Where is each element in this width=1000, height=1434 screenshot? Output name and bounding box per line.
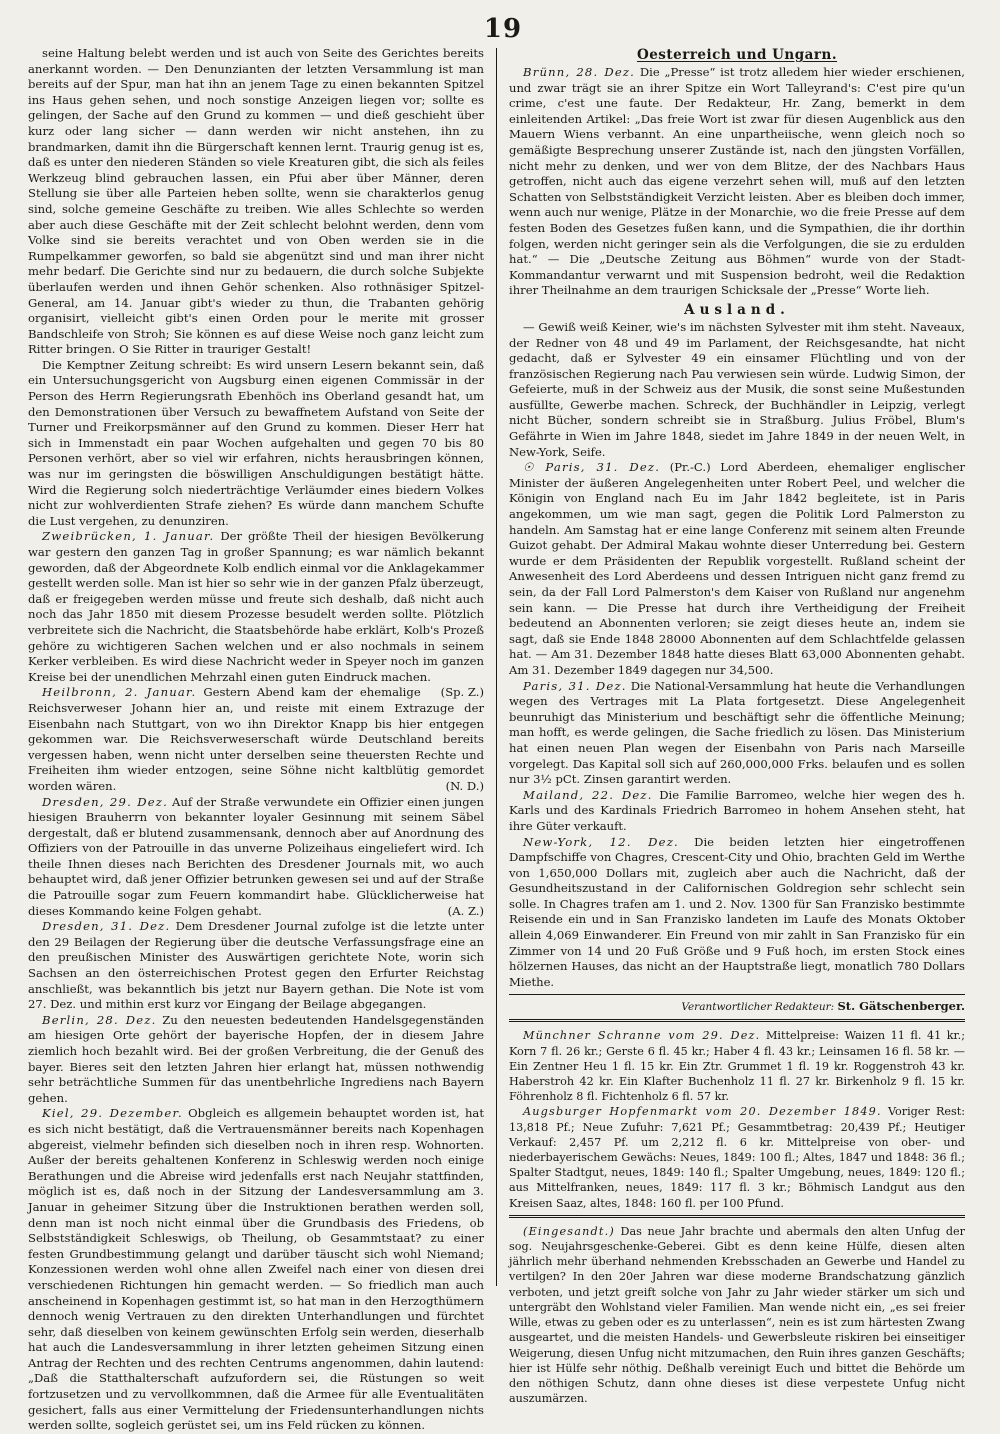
article-paragraph (28, 46, 484, 358)
double-rule-sent (509, 1215, 965, 1218)
rule-before-editor (509, 994, 965, 995)
article-paragraph (509, 1224, 965, 1406)
article-text: Dem Dresdener Journal zufolge ist die letzte unter den 29 Beilagen der Regierung über die deutsche Verfassungsfrage eine an den preußischen Minister des Auswärtigen gerichtete Note, worin sich Sachsen an den österreichischen Protest gegen den Erfurter Reichstag anschließt, was bekanntlich bis jetzt nur Bayern gethan. Die Note ist vom 27. Dez. und mithin erst kurz vor Eingang der Beilage abgegangen. (28, 919, 484, 1012)
article-dateline: Brünn, 28. Dez. (523, 65, 636, 79)
article-dateline: Dresden, 29. Dez. (42, 794, 168, 809)
columns (28, 46, 978, 1433)
article-paragraph (509, 835, 965, 991)
sent-article (509, 1224, 965, 1406)
article-paragraph (28, 795, 484, 920)
article-text: Auf der Straße verwundete ein Offizier einen jungen hiesigen Brauherrn von bekannter loyaler Gesinnung mit seinem Säbel dergestalt, daß er blutend zusammensank, dennoch aber auf Anordnung des Offiziers von der Patrouille in das unverne Polizeihaus eingeliefert wird. Ich theile Ihnen dieses nach Berichten des Dresdener Journals mit, wo auch behauptet wird, daß jener Offizier betrunken gewesen sei und auf der Straße die Patrouille sogar zum Feuern kommandirt habe. Glücklicherweise hat dieses Kommando keine Folgen gehabt. (28, 794, 485, 918)
article-paragraph (509, 1104, 965, 1210)
article-dateline: New-York, 12. Dez. (523, 834, 679, 849)
article-dateline: Paris, 31. Dez. (523, 678, 627, 693)
left-column (28, 46, 496, 1433)
article-text: Mittelpreise: Waizen 11 fl. 41 kr.; Korn 7 fl. 26 kr.; Gerste 6 fl. 45 kr.; Haber 4 fl. 43 kr.; Leinsamen 16 fl. 58 kr. — Ein Zentner Heu 1 fl. 15 kr. Ein Ztr. Grummet 1 fl. 19 kr. Roggenstroh 43 kr. Haberstroh 42 kr. Ein Klafter Buchenholz 11 fl. 27 kr. Birkenholz 9 fl. 15 kr. Föhrenholz 8 fl. Fichtenholz 6 fl. 57 kr. (509, 1029, 965, 1104)
article-paragraph (28, 1106, 484, 1433)
section-heading-foreign: Ausland. (684, 301, 790, 318)
article-dateline: (Eingesandt.) (523, 1224, 615, 1238)
article-paragraph (509, 460, 965, 678)
editor-line (509, 999, 965, 1015)
article-paragraph (509, 320, 965, 460)
article-source: (Sp. Z.) (440, 685, 484, 700)
article-paragraph (28, 358, 484, 530)
double-rule-markets (509, 1019, 965, 1022)
article-text: Die Familie Barromeo, welche hier wegen des h. Karls und des Kardinals Friedrich Barromeo in hohem Ansehen steht, hat ihre Güter verkauft. (509, 787, 966, 833)
article-text: Gestern Abend kam der ehemalige Reichsverweser Johann hier an, und reiste mit einem Extrazuge der Eisenbahn nach Stuttgart, von wo ihn Direktor Knapp bis hier entgegen gekommen war. Die Reichsverweserschaft würde Deutschland bereits vergessen haben, wenn nicht unter derselben seine theuersten Rechte und Freiheiten ihm wieder entzogen, seine Söhne nicht kaltblütig gemordet worden wären. (28, 685, 484, 793)
right-column (497, 46, 966, 1406)
article-text: — Gewiß weiß Keiner, wie's im nächsten Sylvester mit ihm steht. Naveaux, der Redner von 48 und 49 im Parlament, der Reichsgesandte, hat nicht gedacht, daß er Sylvester 49 ein einsamer Flüchtling und von der französischen Regierung nach Pau verwiesen sein würde. Ludwig Simon, der Gefeierte, muß in der Schweiz aus der Musik, die sonst seine Mußestunden ausfüllte, Gewerbe machen. Schreck, der Buchhändler in Leipzig, verlegt nicht Bücher, sondern schreibt sie in Straßburg. Julius Fröbel, Blum's Gefährte in Wien im Jahre 1848, siedet im Jahre 1849 in der neuen Welt, in New-York, Seife. (509, 319, 965, 459)
article-dateline: Dresden, 31. Dez. (42, 919, 171, 934)
article-paragraph (509, 788, 965, 835)
article-text: Die Kemptner Zeitung schreibt: Es wird unsern Lesern bekannt sein, daß ein Untersuchungsgericht von Augsburg einen eigenen Commissär in der Person des Herrn Regierungsrath Ebenhöch ins Oberland gesandt hat, um den Demonstrationen über Versuch zu bewaffnetem Aufstand von Seite der Turner und Freikorpsmänner auf den Grund zu kommen. Dieser Herr hat sich in Immenstadt ein paar Wochen aufgehalten und gegen 70 bis 80 Personen verhört, aber so viel wir erfahren, nichts herausbringen können, was nur im geringsten die böswilligen Anschuldigungen bestätigt hätte. Wird die Regierung solch niederträchtige Verläumder eines biedern Volkes nicht zur wohlverdienten Strafe ziehen? Es würde dann manchem Schufte die Lust vergehen, zu denunziren. (28, 357, 484, 528)
foreign-articles (509, 320, 965, 991)
editor-label: Verantwortlicher Redakteur: (681, 1001, 835, 1014)
article-dateline: Mailand, 22. Dez. (523, 787, 653, 802)
article-source: (A. Z.) (447, 903, 484, 918)
article-dateline: Augsburger Hopfenmarkt vom 20. Dezember 1849. (523, 1105, 882, 1119)
article-paragraph (509, 65, 965, 299)
article-dateline: Münchner Schranne vom 29. Dez. (523, 1029, 761, 1043)
article-dateline: ☉ Paris, 31. Dez. (523, 460, 661, 475)
article-text: (Pr.-C.) Lord Aberdeen, ehemaliger englischer Minister der äußeren Angelegenheiten unter Robert Peel, und welcher die Königin von England nach Eu im Jahr 1842 begleitete, ist in Paris angekommen, um wie man sagt, gegen die Politik Lord Palmerston zu handeln. Am Samstag hat er eine lange Conferenz mit seinem alten Freunde Guizot gehabt. Der Admiral Makau wohnte dieser Unterredung bei. Gestern wurde er dem Präsidenten der Republik vorgestellt. Rußland scheint der Anwesenheit des Lord Aberdeens und dessen Intriguen nicht ganz fremd zu sein, da der Fall Lord Palmerston's dem Kaiser von Rußland nur angenehm sein kann. — Die Presse hat durch ihre Vertheidigung der Freiheit bedeutend an Abonnenten verloren; sie zeigt dieses heute an, indem sie sagt, daß sie Ende 1848 28000 Abonnenten auf dem Schlachtfelde gelassen hat. — Am 31. Dezember 1848 hatte dieses Blatt 63,000 Abonnenten gehabt. Am 31. Dezember 1849 dagegen nur 34,500. (509, 460, 965, 677)
article-paragraph (509, 1028, 965, 1104)
section-heading-austria: Oesterreich und Ungarn. (636, 47, 838, 63)
market-reports (509, 1028, 965, 1210)
article-text: Die National-Versammlung hat heute die Verhandlungen wegen des Vertrages mit La Plata fortgesetzt. Diese Angelegenheit beunruhigt das Ministerium und beschäftigt sehr die öffentliche Meinung; man hofft, es werde gelingen, die Sache friedlich zu lösen. Das Ministerium hat einen neuen Plan wegen der Eisenbahn von Paris nach Marseille vorgelegt. Das Kapital soll sich auf 260,000,000 Frks. belaufen und es sollen nur 3½ pCt. Zinsen garantirt werden. (509, 678, 965, 787)
article-dateline: Kiel, 29. Dezember. (42, 1106, 183, 1121)
article-paragraph (28, 919, 484, 1013)
austria-articles (509, 65, 965, 299)
page-number: 19 (483, 14, 523, 44)
article-dateline: Berlin, 28. Dez. (42, 1012, 157, 1027)
article-text: Obgleich es allgemein behauptet worden ist, hat es sich nicht bestätigt, daß die Vertrauensmänner bereits nach Kopenhagen abgereist, vielmehr befinden sich dieselben noch in ihren resp. Wohnorten. Außer der bereits gehaltenen Konferenz in Schleswig werden noch einige Berathungen und die Abreise wird jedenfalls erst nach Neujahr stattfinden, möglich ist es, daß noch in der Sitzung der Landesversammlung am 3. Januar in geheimer Sitzung über die Instruktionen berathen werden soll, denn man ist noch nicht einmal über die Grundbasis des Friedens, ob Selbstständigkeit Schleswigs, ob Theilung, ob Gesammtstaat? zu einer festen Grundbestimmung gelangt und darüber täuscht sich wohl Niemand; Konzessionen werden wohl ohne allen Zweifel nach einer von diesen drei verschiedenen Richtungen hin gemacht werden. — So friedlich man auch anscheinend in Kopenhagen gestimmt ist, so hat man in den Herzogthümern dennoch wenig Vertrauen zu den direkten Unterhandlungen und fürchtet sehr, daß dieselben von keinem gewünschten Erfolg sein werden, dieserhalb hat auch die Landesversammlung in ihrer letzten geheimen Sitzung einen Antrag der Rechten und des rechten Centrums angenommen, dahin lautend: „Daß die Statthalterschaft aufzufordern sei, die Rüstungen so weit fortzusetzen und zu vervollkommnen, daß die Armee für alle Eventualitäten gesichert, falls aus einer Vermittelung der Friedensunterhandlungen nichts werden sollte, sogleich gerüstet sei, um ins Feld rücken zu können. (28, 1106, 484, 1433)
article-text: Der größte Theil der hiesigen Bevölkerung war gestern den ganzen Tag in großer Spannung; es war nämlich bekannt geworden, daß der Abgeordnete Kolb endlich einmal vor die Anklagekammer gestellt werden solle. Man ist hier so sehr wie in der ganzen Pfalz überzeugt, daß er freigegeben werden müsse und freute sich deshalb, daß nicht auch noch das Jahr 1850 mit diesem Prozesse besudelt werden sollte. Plötzlich verbreitete sich die Nachricht, die Staatsbehörde habe erklärt, Kolb's Prozeß gehöre zu wichtigeren Sachen welchen und er also nochmals in seinem Kerker verbleiben. Es wird diese Nachricht weder in Speyer noch im ganzen Kreise bei der unendlichen Mehrzahl einen guten Eindruck machen. (28, 529, 485, 684)
article-text: Zu den neuesten bedeutenden Handelsgegenständen am hiesigen Orte gehört der bayerische Hopfen, der in diesem Jahre ziemlich hoch bezahlt wird. Bei der großen Verbreitung, die der Genuß des bayer. Bieres seit den letzten Jahren hier erlangt hat, müssen nothwendig sehr beträchtliche Summen für das unentbehrliche Ingrediens nach Bayern gehen. (28, 1012, 485, 1105)
article-dateline: Heilbronn, 2. Januar. (42, 685, 197, 700)
article-paragraph (509, 679, 965, 788)
article-paragraph (28, 685, 484, 794)
article-text: seine Haltung belebt werden und ist auch von Seite des Gerichtes bereits anerkannt worden. — Den Denunzianten der letzten Versammlung ist man bereits auf der Spur, man hat ihn an jenem Tage zu einen bekannten Spitzel ins Haus gehen sehen, und noch sonstige Anzeigen liegen vor; sollte es gelingen, der Sache auf den Grund zu kommen — und dieß geschieht über kurz oder lang sicher — dann werden wir nicht anstehen, ihn zu brandmarken, damit ihn die Bürgerschaft kennen lernt. Traurig genug ist es, daß es unter den niederen Ständen so viele Kreaturen gibt, die sich als feiles Werkzeug blind gebrauchen lassen, ein Pfui aber über Männer, deren Stellung sie über alle Parteien heben sollte, wenn sie charakterlos genug sind, solche gemeine Geschäfte zu treiben. Wie alles Schlechte so werden aber auch diese Geschäfte mit der Zeit schlecht belohnt werden, denn vom Volke sind sie bereits verachtet und von Oben werden sie in die Rumpelkammer geworfen, so bald sie abgenützt sind und man ihrer nicht mehr bedarf. Die Gerichte sind nur zu bedauern, die durch solche Subjekte überlaufen werden und ihnen Gehör schenken. Also rothnäsiger Spitzel-General, am 14. Januar gibt's wieder zu thun, die Trabanten gehörig organisirt, vielleicht gibt's einen Orden pour le merite mit grosser Bandschleife von Stroh; Sie können es auf diese Weise noch ganz leicht zum Ritter bringen. O Sie Ritter in trauriger Gestalt! (28, 46, 484, 357)
article-text: Die „Presse“ ist trotz alledem hier wieder erschienen, und zwar trägt sie an ihrer Spitze ein Wort Talleyrand's: C'est pire qu'un crime, c'est une faute. Der Redakteur, Hr. Zang, bemerkt in dem einleitenden Artikel: „Das freie Wort ist zwar für diesen Augenblick aus den Mauern Wiens verbannt. An eine unpartheiische, wenn gleich noch so gemäßigte Besprechung unserer Zustände ist, nach den jüngsten Vorfällen, nicht mehr zu denken, und wer von dem Blitze, der des Nachbars Haus getroffen, nicht auch das eigene verzehrt sehen will, muß auf den letzten Schatten von Selbstständigkeit Verzicht leisten. Aber es bleiben doch immer, wenn auch nur wenige, Plätze in der Monarchie, wo die freie Presse auf dem festen Boden des Gesetzes fußen kann, und die Sympathien, die ihr dorthin folgen, werden nicht geringer sein als die Verfolgungen, die sie zu erdulden hat.“ — Die „Deutsche Zeitung aus Böhmen“ wurde von der Stadt-Kommandantur verwarnt und mit Suspension bedroht, weil die Redaktion ihrer Theilnahme an dem traurigen Schicksale der „Presse“ Worte lieh. (509, 65, 965, 298)
article-text: Die beiden letzten hier eingetroffenen Dampfschiffe von Chagres, Crescent-City und Ohio, brachten Geld im Werthe von 1,650,000 Dollars mit, zugleich aber auch die Nachricht, daß der Gesundheitszustand in der Californischen Goldregion sehr schlecht sein solle. In Chagres trafen am 1. und 2. Nov. 1300 für San Franzisko bestimmte Reisende ein und in San Franzisko landeten im Laufe des Monats Oktober allein 4,069 Einwanderer. Ein Freund von mir zahlt in San Franzisko für ein Zimmer von 14 und 20 Fuß Größe und 9 Fuß hoch, im ersten Stock eines hölzernen Hauses, das nicht an der Hauptstraße liegt, monatlich 780 Dollars Miethe. (509, 834, 966, 989)
article-dateline: Zweibrücken, 1. Januar. (42, 529, 215, 544)
article-source: (N. D.) (445, 778, 484, 793)
article-paragraph (28, 1013, 484, 1107)
editor-name: St. Gätschenberger. (837, 999, 965, 1014)
article-text: Voriger Rest: 13,818 Pf.; Neue Zufuhr: 7,621 Pf.; Gesammtbetrag: 20,439 Pf.; Heutiger Verkauf: 2,457 Pf. um 2,212 fl. 6 kr. Mittelpreise von ober- und niederbayerischem Gewächs: Neues, 1849: 100 fl.; Altes, 1847 und 1848: 36 fl.; Spalter Stadtgut, neues, 1849: 140 fl.; Spalter Umgebung, neues, 1849: 120 fl.; aus Mittelfranken, neues, 1849: 117 fl. 3 kr.; Böhmisch Landgut aus den Kreisen Saaz, altes, 1848: 160 fl. per 100 Pfund. (509, 1105, 966, 1210)
article-text: Das neue Jahr brachte und abermals den alten Unfug der sog. Neujahrsgeschenke-Geberei. Gibt es denn keine Hülfe, diesen alten jährlich mehr überhand nehmenden Krebsschaden an Gewerbe und Handel zu vertilgen? In den 20er Jahren war diese moderne Brandschatzung gänzlich verboten, und jetzt greift solche von Jahr zu Jahr wieder stärker um sich und untergräbt den Wohlstand vieler Familien. Man wende nicht ein, „es sei freier Wille, etwas zu geben oder es zu unterlassen“, nein es ist zum härtesten Zwang ausgeartet, und die meisten Handels- und Gewerbsleute riskiren bei einseitiger Weigerung, diesen Unfug nicht mitzumachen, den Ruin ihres ganzen Geschäfts; hier ist Hülfe sehr nöthig. Deßhalb vereinigt Euch und bittet die Behörde um den nöthigen Schutz, dann ohne dieses ist diese verpestete Unfug nicht auszumärzen. (509, 1224, 965, 1406)
